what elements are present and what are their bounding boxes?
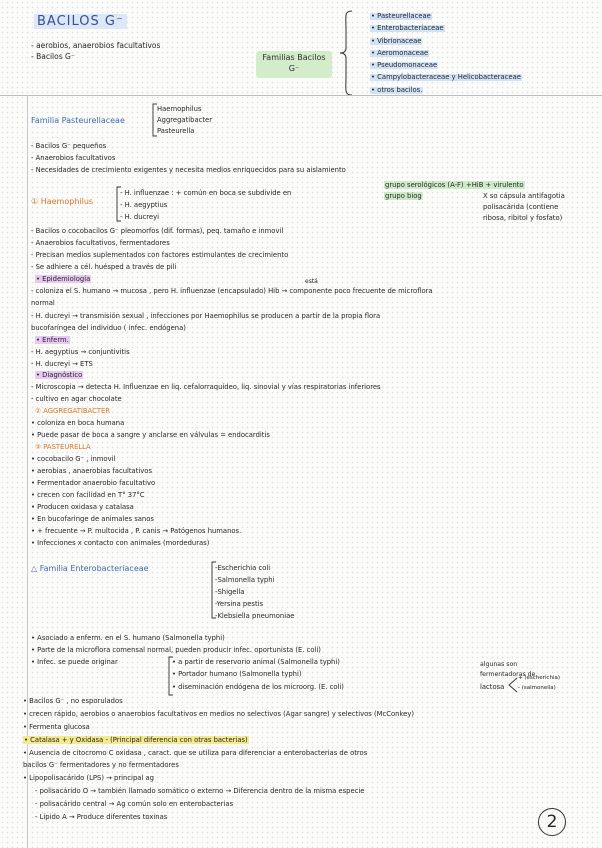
diagnostico-item: - Microscopia → detecta H. Influenzae en liq. cefalorraquídeo, liq. sinovial y vías respiratorias inferiores xyxy=(31,383,381,391)
aggregatibacter-label: ② AGGREGATIBACTER xyxy=(35,407,110,415)
hib-note: polisacárida (contiene xyxy=(483,203,559,211)
entero-item: • crecen rápido, aerobios o anaerobios facultativos en medios no selectivos (Agar sangre) y selectivos (McConkey) xyxy=(23,710,415,718)
familias-box: Familias Bacilos G⁻ xyxy=(256,51,332,78)
esta-note: está xyxy=(305,278,318,285)
family-item: • Enterobacteriaceae xyxy=(371,24,444,32)
diagnostico-item: - cultivo en agar chocolate xyxy=(31,395,122,403)
pasteurella-item: • Infecciones x contacto con animales (mordeduras) xyxy=(31,539,210,547)
pasteurellaceae-title: Familia Pasteurellaceae xyxy=(31,116,125,125)
species-item: - H. aegyptius xyxy=(120,201,168,209)
general-item: - Necesidades de crecimiento exigentes y necesita medios enriquecidos para su aislamiento xyxy=(31,166,346,174)
genus-item: Aggregatibacter xyxy=(157,116,212,124)
entero-item: • Parte de la microflora comensal normal, pueden producir infec. oportunista (E. coli) xyxy=(31,646,321,654)
lactosa-split: - (salmonella) xyxy=(518,685,556,691)
species-item: - H. influenzae : + común en boca se subdivide en xyxy=(120,189,292,197)
pasteurella-item: • aerobias , anaerobias facultativos xyxy=(31,467,152,475)
origen-item: • Portador humano (Salmonella typhi) xyxy=(172,670,302,678)
brace-icon xyxy=(338,10,354,96)
family-item: • Vibrionaceae xyxy=(371,37,422,45)
genus-item: Haemophilus xyxy=(157,105,202,113)
lps-item: - polisacárido O → también llamado somático o externo → Diferencia dentro de la misma especie xyxy=(35,787,365,795)
enterobacteriaceae-title: △ Familia Enterobacteriaceae xyxy=(31,564,149,573)
genus-item: -Shigella xyxy=(215,588,245,596)
entero-item: • Fermenta glucosa xyxy=(23,723,90,731)
page-title: BACILOS G⁻ xyxy=(34,14,127,29)
general-item: - Bacilos G⁻ pequeños xyxy=(31,142,107,150)
entero-item: • Ausencia de citocromo C oxidasa , caract. que se utiliza para diferenciar a enterobacterias de otros xyxy=(23,749,368,757)
family-item: • Pasteurellaceae xyxy=(371,12,431,20)
diagnostico-heading: • Diagnóstico xyxy=(36,371,83,379)
entero-item: • Infec. se puede originar xyxy=(31,658,118,666)
haemophilus-label: ① Haemophilus xyxy=(31,197,94,206)
lactosa-note: lactosa xyxy=(480,683,505,691)
lactosa-note: algunas son xyxy=(480,661,518,668)
family-item: • Campylobacteraceae y Helicobacteraceae xyxy=(371,73,521,81)
entero-item-highlight: • Catalasa + y Oxidasa - (Principal diferencia con otras bacterias) xyxy=(24,736,248,744)
pasteurella-item: • cocobacilo G⁻ , inmovil xyxy=(31,455,116,463)
pasteurella-item: • En bucofaringe de animales sanos xyxy=(31,515,154,523)
entero-item: • Bacilos G⁻ , no esporulados xyxy=(23,697,123,705)
page-number: 2 xyxy=(538,808,566,836)
intro-line-2: - Bacilos G⁻ xyxy=(31,52,75,61)
aggregatibacter-item: • Puede pasar de boca a sangre y anclarse en válvulas = endocarditis xyxy=(31,431,270,439)
general-item: - Anaerobios facultativos xyxy=(31,154,116,162)
pasteurella-item: • crecen con facilidad en T° 37°C xyxy=(31,491,145,499)
epidemiologia-item: - coloniza el S. humano → mucosa , pero H. influenzae (encapsulado) Hib → componente poco frecuente de microflora xyxy=(31,287,433,295)
lactosa-split: + (escherichia) xyxy=(518,675,560,681)
origen-item: • a partir de reservorio animal (Salmonella typhi) xyxy=(172,658,340,666)
genus-item: Pasteurella xyxy=(157,127,195,135)
haemophilus-item: - Anaerobios facultativos, fermentadores xyxy=(31,239,170,247)
entero-item: • Lipopolisacárido (LPS) → principal ag xyxy=(23,774,154,782)
epidemiologia-item: - H. ducreyi → transmisión sexual , infecciones por Haemophilus se producen a partir de la propia flora xyxy=(31,312,381,320)
haemophilus-item: - Bacilos o cocobacilos G⁻ pleomorfos (dif. formas), peq. tamaño e inmovil xyxy=(31,227,284,235)
family-item: • Aeromonaceae xyxy=(371,49,429,57)
lactosa-note: fermentadoras de xyxy=(480,671,536,678)
intro-line-1: - aerobios, anaerobios facultativos xyxy=(31,41,161,50)
entero-item: bacilos G⁻ fermentadores y no fermentadores xyxy=(23,761,179,769)
haemophilus-item: - Se adhiere a cél. huésped a través de pili xyxy=(31,263,177,271)
genus-item: -Yersina pestis xyxy=(215,600,264,608)
lps-item: - Lípido A → Produce diferentes toxinas xyxy=(35,813,168,821)
hib-note: ribosa, ribitol y fosfato) xyxy=(483,214,563,222)
pasteurella-item: • Producen oxidasa y catalasa xyxy=(31,503,134,511)
hib-badge: +HiB + virulento xyxy=(466,181,524,189)
pasteurella-label: ③ PASTEURELLA xyxy=(35,443,91,451)
aggregatibacter-item: • coloniza en boca humana xyxy=(31,419,125,427)
epidemiologia-item: normal xyxy=(31,299,55,307)
origen-item: • diseminación endógena de los microorg. (E. coli) xyxy=(172,683,344,691)
entero-item: • Asociado a enferm. en el S. humano (Salmonella typhi) xyxy=(31,634,225,642)
enfermedad-item: - H. aegyptius → conjuntivitis xyxy=(31,348,130,356)
divider xyxy=(0,95,602,96)
family-item: • otros bacilos. xyxy=(371,86,423,94)
subdivision-serologic: grupo serológicos (A-F) xyxy=(385,181,464,189)
genus-item: -Escherichia coli xyxy=(215,564,271,572)
family-item: • Pseudomonaceae xyxy=(371,61,438,69)
haemophilus-item: - Precisan medios suplementados con factores estimulantes de crecimiento xyxy=(31,251,289,259)
less-than-icon xyxy=(508,677,518,693)
species-item: - H. ducreyi xyxy=(120,213,160,221)
genus-item: -Salmonella typhi xyxy=(215,576,275,584)
epidemiologia-heading: • Epidemiología xyxy=(36,275,91,283)
enfermedad-heading: • Enferm. xyxy=(36,336,69,344)
genus-item: -Klebsiella pneumoniae xyxy=(215,612,295,620)
subdivision-biog: grupo biog xyxy=(385,192,422,200)
hib-note: X so cápsula antifagotia xyxy=(483,192,565,200)
lps-item: - polisacárido central → Ag común solo en enterobacterias xyxy=(35,800,234,808)
epidemiologia-item: bucofaríngea del individuo ( infec. endógena) xyxy=(31,324,186,332)
pasteurella-item: • Fermentador anaerobio facultativo xyxy=(31,479,156,487)
pasteurella-item: • + frecuente → P. multocida , P. canis → Patógenos humanos. xyxy=(31,527,242,535)
enfermedad-item: - H. ducreyi → ETS xyxy=(31,360,93,368)
